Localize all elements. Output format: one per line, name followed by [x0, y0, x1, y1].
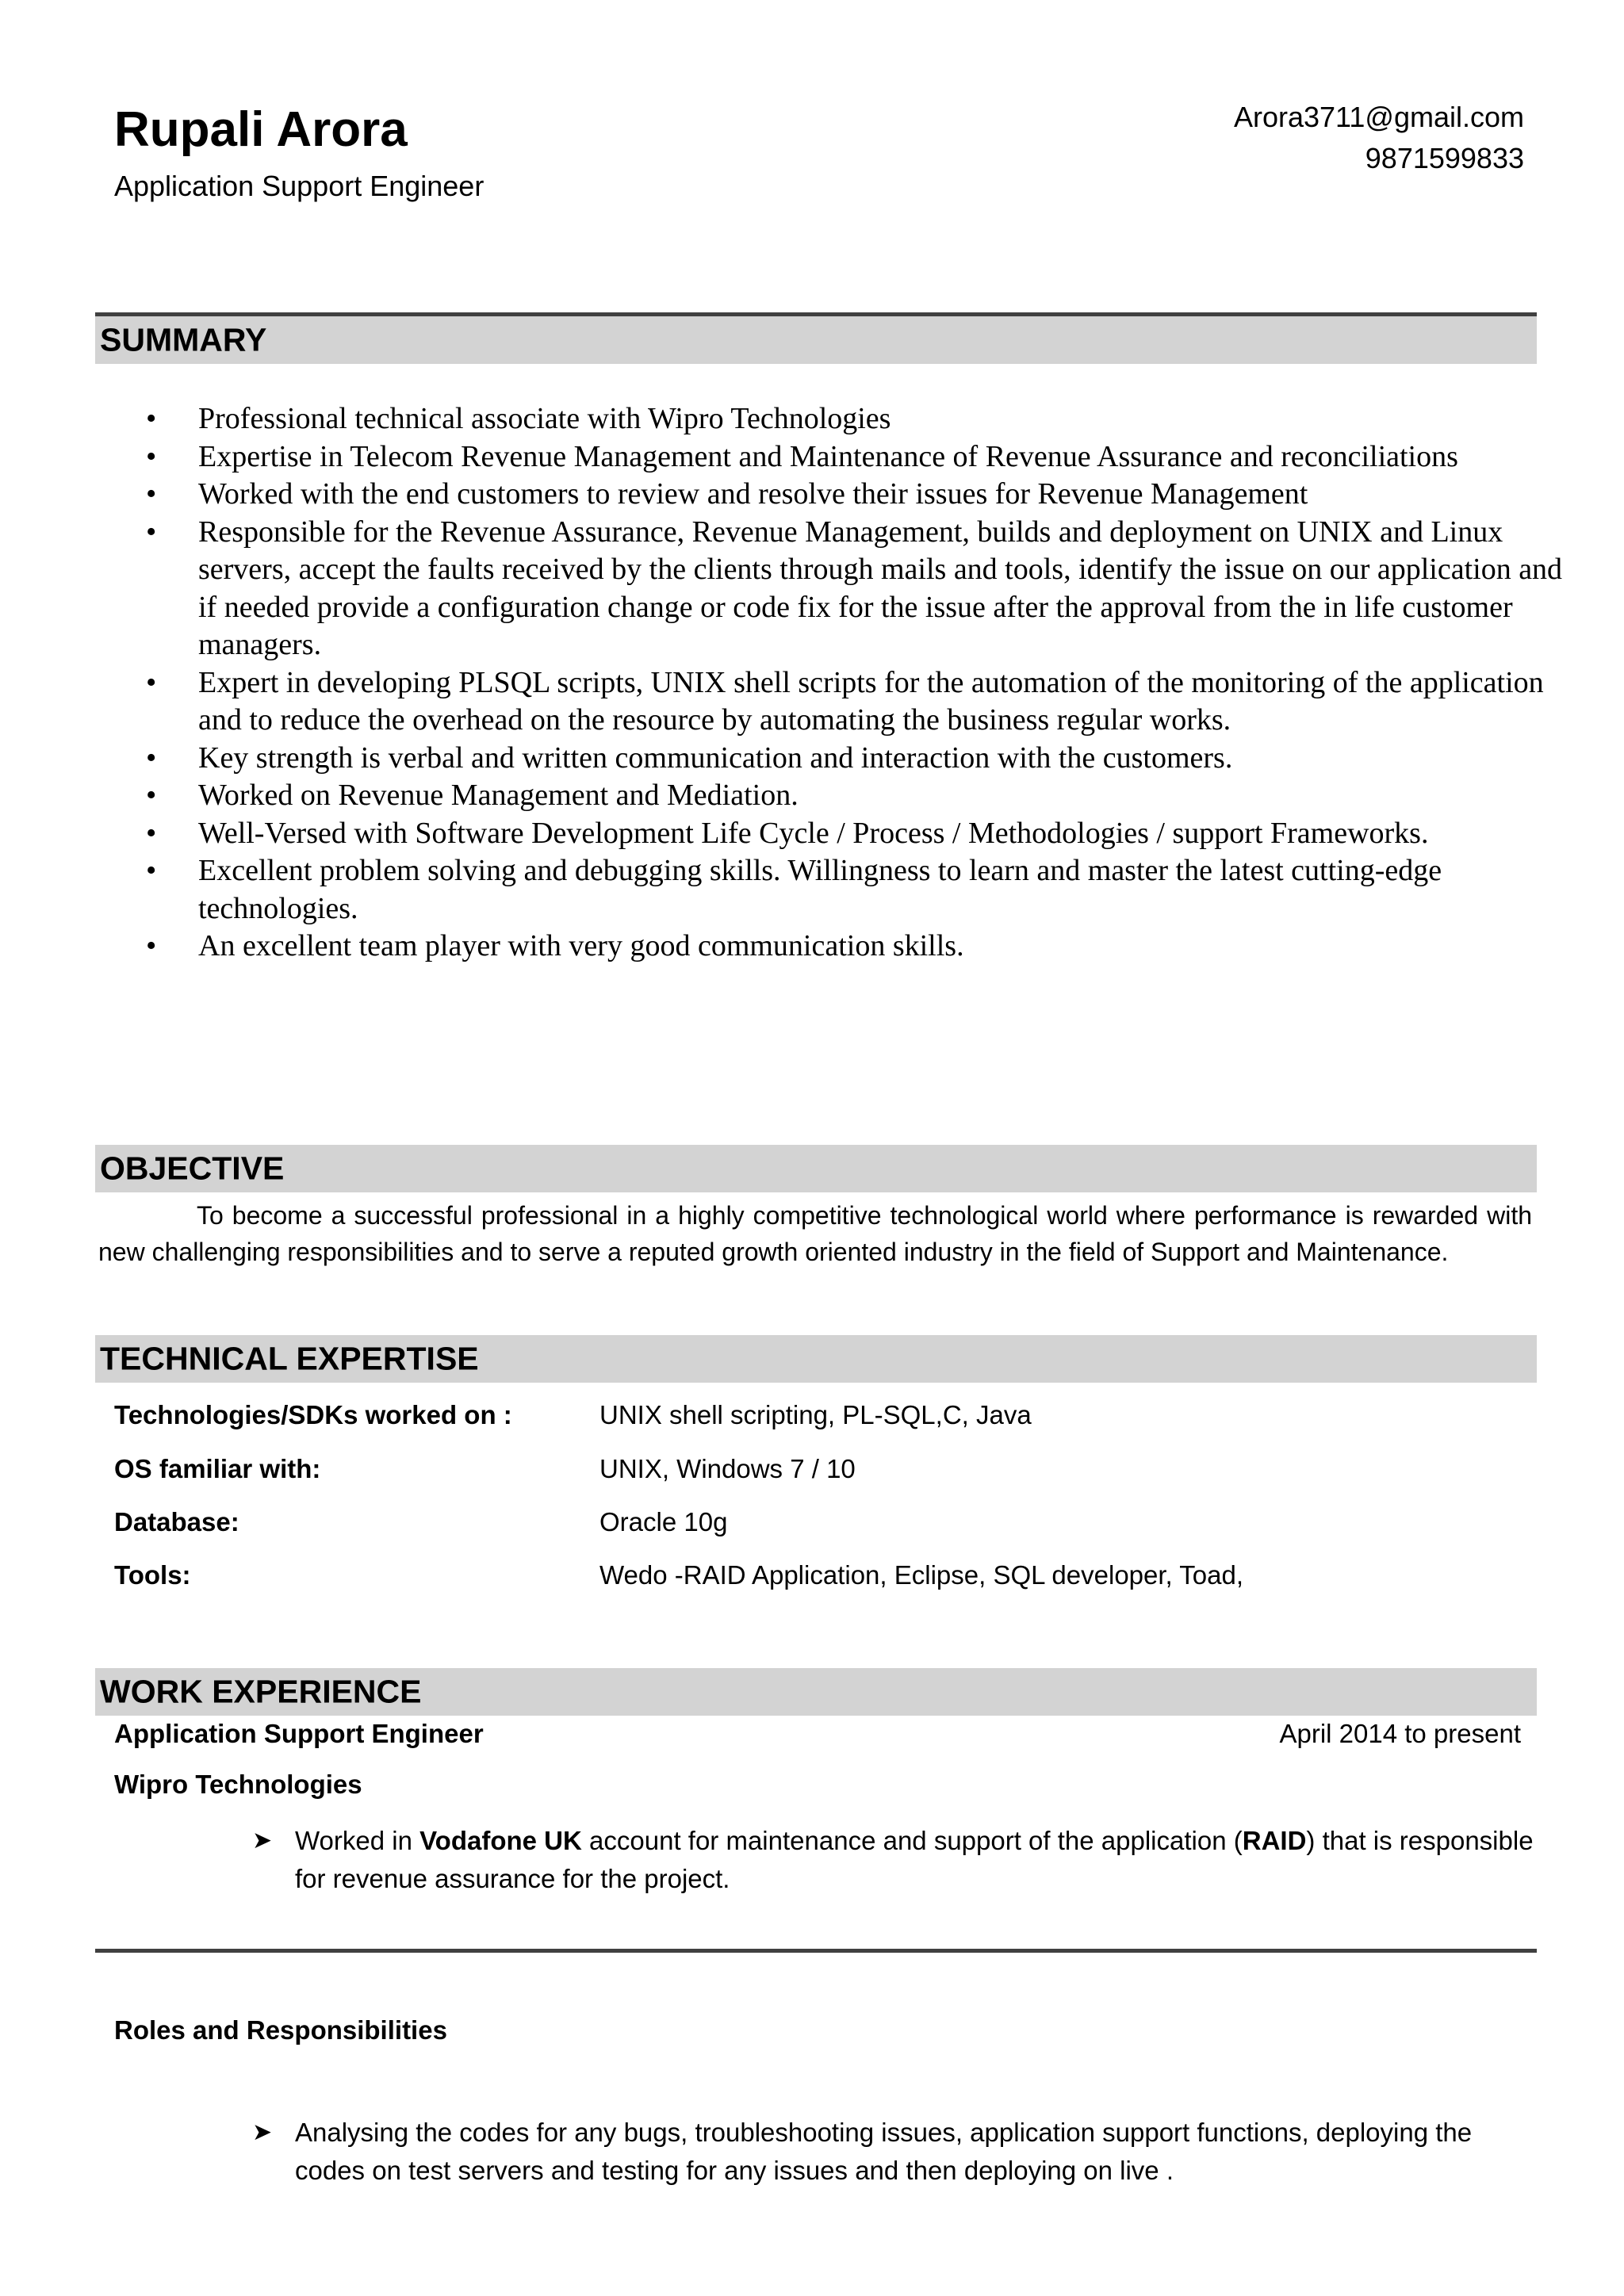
- work-bullet: [252, 1822, 1537, 1898]
- summary-item: • Excellent problem solving and debugging skills. Willingness to learn and master the latest cutting-edge technologies.: [198, 852, 1578, 928]
- technical-heading-band: [95, 1335, 1537, 1383]
- contact-block: [1234, 97, 1524, 179]
- arrow-bullet-icon: ➤: [252, 2119, 273, 2145]
- tech-value: UNIX shell scripting, PL-SQL,C, Java: [599, 1400, 1032, 1429]
- summary-item: • Expert in developing PLSQL scripts, UNIX shell scripts for the automation of the monitoring of the application and to reduce the overhead on the resource by automating the business regular works.: [198, 664, 1578, 740]
- summary-heading-band: [95, 316, 1537, 364]
- summary-list: [143, 400, 1578, 966]
- summary-item: • Worked on Revenue Management and Mediation.: [198, 777, 1578, 815]
- work-heading-band: [95, 1668, 1537, 1716]
- roles-bullet: [252, 2114, 1537, 2190]
- work-bullet-text: Worked in: [295, 1826, 420, 1855]
- work-bullet-text: ) that is responsible for revenue assurance for the project.: [295, 1826, 1534, 1893]
- job-title: Application Support Engineer: [114, 1719, 484, 1748]
- email-link[interactable]: Arora3711@gmail.com: [1233, 101, 1524, 133]
- technical-heading: TECHNICAL EXPERTISE: [100, 1340, 479, 1377]
- summary-item: • Key strength is verbal and written communication and interaction with the customers.: [198, 740, 1578, 778]
- summary-item: • An excellent team player with very good communication skills.: [198, 928, 1578, 966]
- summary-item: • Worked with the end customers to review and resolve their issues for Revenue Management: [198, 476, 1578, 514]
- tech-value: UNIX, Windows 7 / 10: [599, 1454, 856, 1483]
- tech-value: Wedo -RAID Application, Eclipse, SQL developer, Toad,: [599, 1560, 1244, 1590]
- tech-value: Oracle 10g: [599, 1507, 728, 1536]
- summary-item: • Professional technical associate with Wipro Technologies: [198, 400, 1578, 438]
- candidate-name: Rupali Arora: [114, 102, 408, 157]
- work-bullet-text: account for maintenance and support of the application (: [581, 1826, 1243, 1855]
- arrow-bullet-icon: ➤: [252, 1827, 273, 1854]
- section-divider: [95, 1949, 1537, 1953]
- client-name: Vodafone UK: [419, 1826, 582, 1855]
- candidate-title: Application Support Engineer: [114, 170, 485, 202]
- tech-label: Database:: [114, 1507, 239, 1536]
- summary-item: • Responsible for the Revenue Assurance, Revenue Management, builds and deployment on UNIX and Linux servers, accept the faults received by the clients through mails and tools, identify the issue on our application and if needed provide a configuration change or code fix for the issue after the approval from the in life customer managers.: [198, 514, 1578, 664]
- objective-heading-band: [95, 1145, 1537, 1192]
- job-dates: April 2014 to present: [1279, 1719, 1521, 1748]
- summary-heading: SUMMARY: [100, 321, 267, 358]
- objective-text: To become a successful professional in a highly competitive technological world where performance is rewarded with new challenging responsibilities and to serve a reputed growth oriented industry in the field of Support and Maintenance.: [98, 1201, 1532, 1266]
- roles-heading: Roles and Responsibilities: [114, 2015, 447, 2045]
- company-name: Wipro Technologies: [114, 1770, 362, 1799]
- objective-heading: OBJECTIVE: [100, 1150, 285, 1187]
- summary-item: • Expertise in Telecom Revenue Management and Maintenance of Revenue Assurance and reconciliations: [198, 438, 1578, 476]
- tech-label: Tools:: [114, 1560, 191, 1590]
- application-name: RAID: [1242, 1826, 1307, 1855]
- roles-bullet-text: Analysing the codes for any bugs, troubleshooting issues, application support functions, deploying the codes on test servers and testing for any issues and then deploying on live .: [295, 2118, 1473, 2185]
- phone-number: 9871599833: [1365, 142, 1524, 174]
- summary-item: • Well-Versed with Software Development Life Cycle / Process / Methodologies / support Frameworks.: [198, 815, 1578, 853]
- tech-label: Technologies/SDKs worked on :: [114, 1400, 512, 1429]
- tech-label: OS familiar with:: [114, 1454, 321, 1483]
- work-heading: WORK EXPERIENCE: [100, 1673, 422, 1710]
